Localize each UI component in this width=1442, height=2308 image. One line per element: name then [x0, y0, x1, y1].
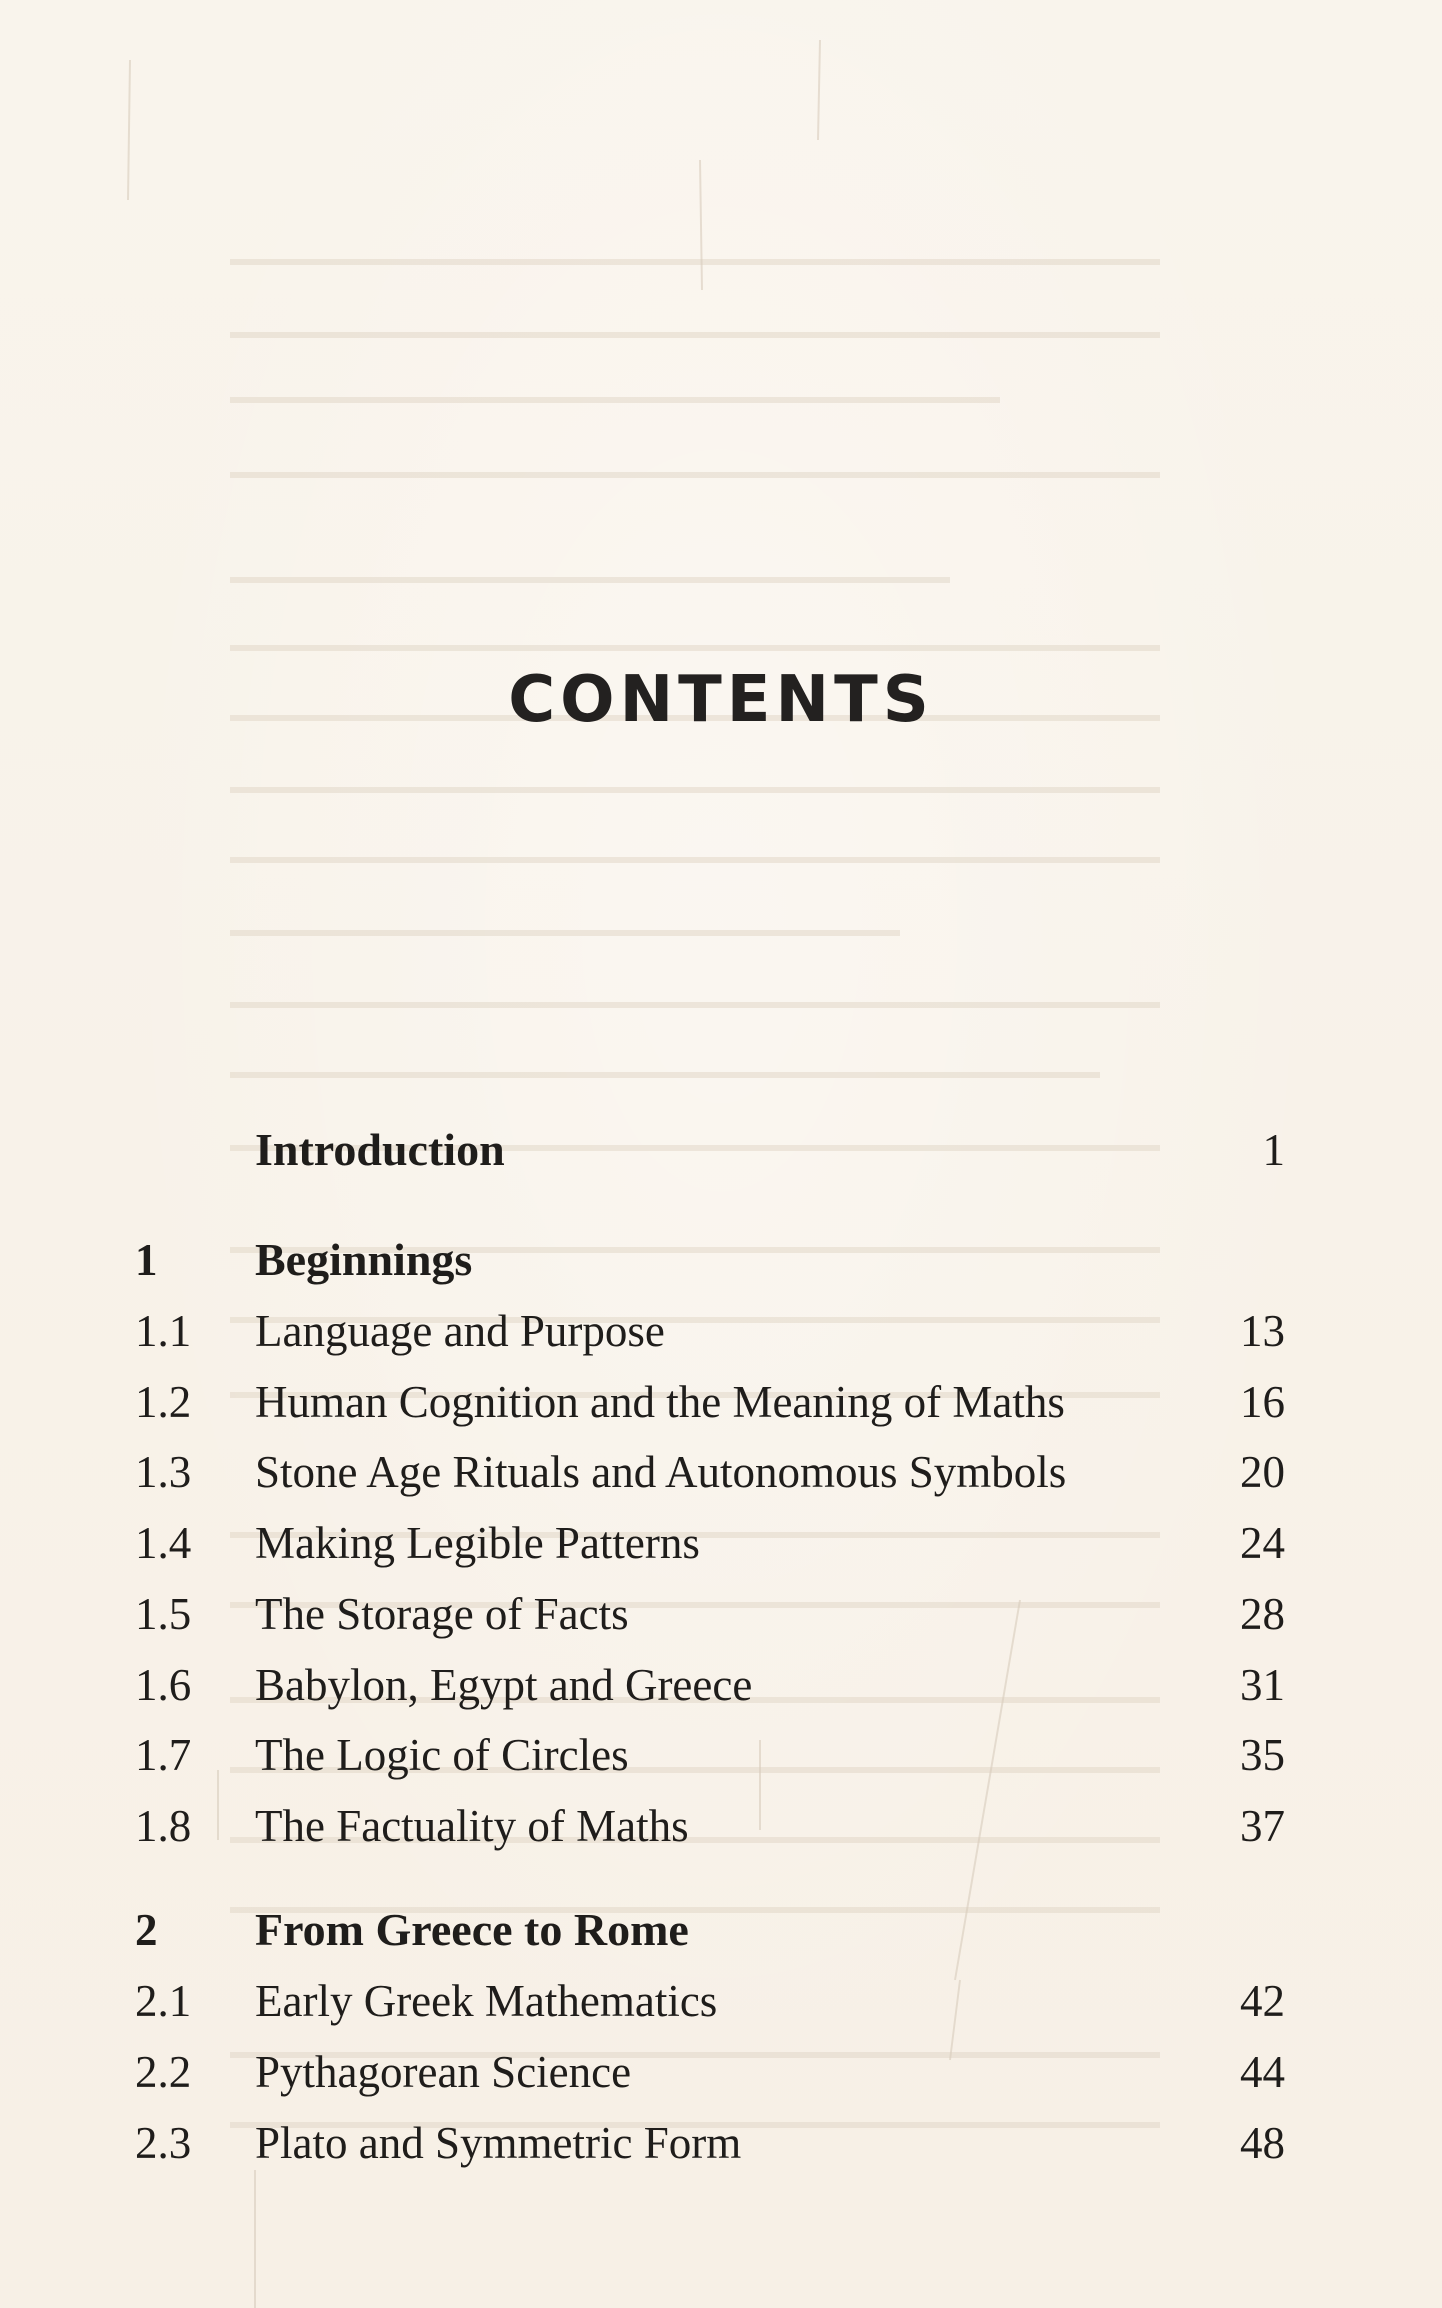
entry-page: 1	[1262, 1125, 1285, 1175]
entry-title: Language and Purpose	[255, 1306, 665, 1356]
toc-entry-1-6[interactable]	[0, 1655, 1442, 1715]
entry-page: 28	[1240, 1589, 1285, 1639]
entry-number: 1.7	[135, 1730, 192, 1780]
entry-number: 2.2	[135, 2047, 192, 2097]
toc-entry-1-1[interactable]	[0, 1301, 1442, 1361]
entry-title: Human Cognition and the Meaning of Maths	[255, 1377, 1065, 1427]
entry-number: 1.4	[135, 1518, 192, 1568]
entry-page: 16	[1240, 1377, 1285, 1427]
entry-page: 42	[1240, 1976, 1285, 2026]
entry-page: 13	[1240, 1306, 1285, 1356]
entry-number: 1.6	[135, 1660, 192, 1710]
contents-heading: CONTENTS	[508, 663, 934, 737]
chapter-number: 1	[135, 1235, 158, 1285]
entry-title: Early Greek Mathematics	[255, 1976, 718, 2026]
toc-entry-2-3[interactable]	[0, 2113, 1442, 2173]
chapter-title: From Greece to Rome	[255, 1904, 689, 1955]
entry-title: The Logic of Circles	[255, 1730, 629, 1780]
toc-entry-1-8[interactable]	[0, 1796, 1442, 1856]
entry-title: The Storage of Facts	[255, 1589, 629, 1639]
entry-page: 24	[1240, 1518, 1285, 1568]
entry-number: 2.3	[135, 2118, 192, 2168]
entry-number: 1.3	[135, 1447, 192, 1497]
entry-title: Making Legible Patterns	[255, 1518, 700, 1568]
toc-chapter-1[interactable]	[0, 1230, 1442, 1290]
toc-entry-1-7[interactable]	[0, 1725, 1442, 1785]
entry-page: 35	[1240, 1730, 1285, 1780]
entry-title: Stone Age Rituals and Autonomous Symbols	[255, 1447, 1067, 1497]
entry-number: 1.1	[135, 1306, 192, 1356]
toc-entry-1-4[interactable]	[0, 1513, 1442, 1573]
toc-entry-1-2[interactable]	[0, 1372, 1442, 1432]
toc-entry-1-5[interactable]	[0, 1584, 1442, 1644]
entry-number: 1.8	[135, 1801, 192, 1851]
entry-page: 20	[1240, 1447, 1285, 1497]
entry-page: 31	[1240, 1660, 1285, 1710]
entry-number: 1.5	[135, 1589, 192, 1639]
entry-title: Pythagorean Science	[255, 2047, 632, 2097]
entry-title: Babylon, Egypt and Greece	[255, 1660, 753, 1710]
toc-chapter-2[interactable]	[0, 1900, 1442, 1960]
entry-page: 37	[1240, 1801, 1285, 1851]
toc-entry-2-2[interactable]	[0, 2042, 1442, 2102]
entry-number: 1.2	[135, 1377, 192, 1427]
entry-title: Introduction	[255, 1124, 505, 1175]
chapter-number: 2	[135, 1905, 158, 1955]
entry-page: 44	[1240, 2047, 1285, 2097]
chapter-title: Beginnings	[255, 1234, 473, 1285]
toc-entry-1-3[interactable]	[0, 1442, 1442, 1502]
entry-title: Plato and Symmetric Form	[255, 2118, 742, 2168]
entry-number: 2.1	[135, 1976, 192, 2026]
toc-entry-2-1[interactable]	[0, 1971, 1442, 2031]
entry-page: 48	[1240, 2118, 1285, 2168]
toc-entry-introduction[interactable]	[0, 1120, 1442, 1180]
entry-title: The Factuality of Maths	[255, 1801, 689, 1851]
